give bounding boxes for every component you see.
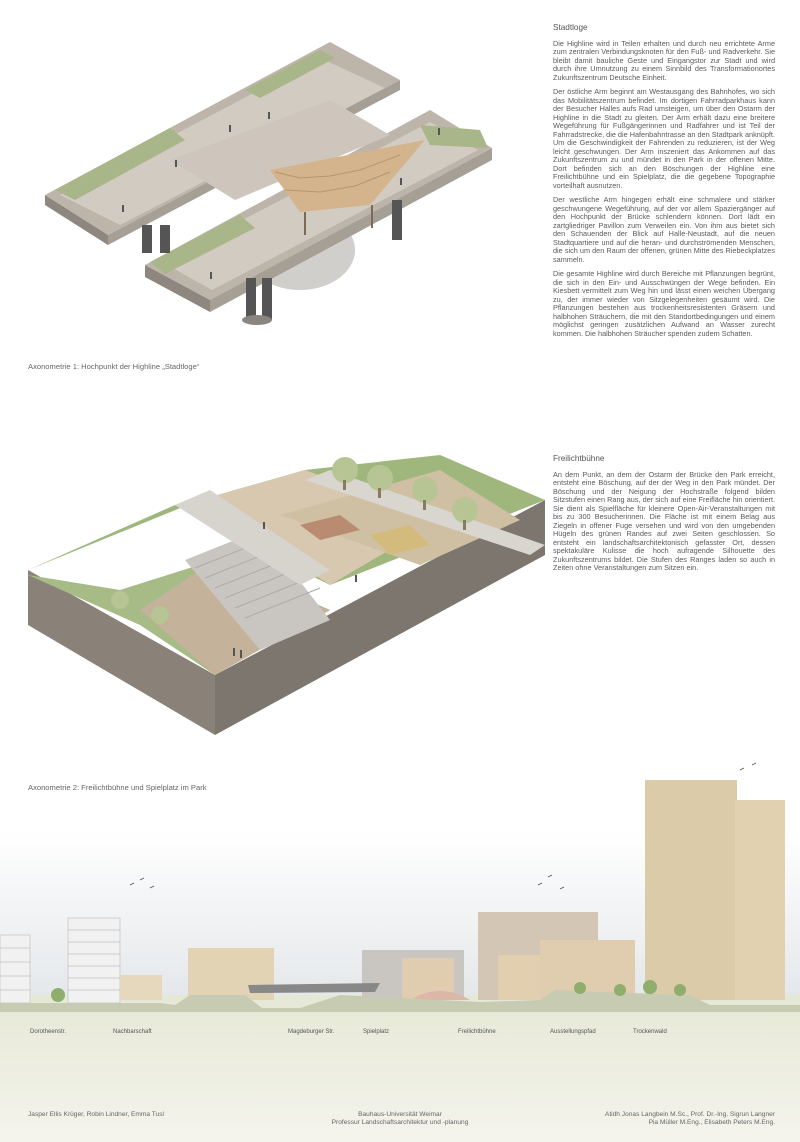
- section-label: Nachbarschaft: [113, 1029, 152, 1035]
- section-label: Trockenwald: [633, 1029, 667, 1035]
- paragraph: Der westliche Arm hingegen erhält eine schmalere und stärker geschwungene Wegeführung, auf der vor allem Spaziergänger auf den Hochpunkt der Brücke schlendern können. Dort lädt ein zartgliedriger Pavillon zum Verweilen ein. Von ihm aus bietet sich den Schauenden der Blick auf Halle-Neustadt, auf die neuen Stadtquartiere und auf die heran- und durchströmenden Menschen, die sich um den Raum der offenen, grünen Mitte des Riebeckplatzes sammeln.: [553, 195, 775, 264]
- footer-supervisors-line: Pia Müller M.Eng., Elisabeth Peters M.Eng.: [648, 1119, 775, 1126]
- section-label: Ausstellungspfad: [550, 1029, 596, 1035]
- footer-authors: Jasper Ellis Krüger, Robin Lindner, Emma Tusl: [28, 1111, 164, 1118]
- section-label: Spielplatz: [363, 1029, 390, 1035]
- footer-supervisors: [545, 1111, 775, 1127]
- footer-supervisors-line: Atidh Jonas Langbein M.Sc., Prof. Dr.-Ing. Sigrun Langner: [604, 1111, 775, 1118]
- heading-stadtloge: Stadtloge: [553, 23, 588, 32]
- text-section-freilichtbuehne: [553, 455, 775, 579]
- paragraph: Die gesamte Highline wird durch Bereiche mit Pflanzungen begrünt, die sich in den Ein- und Ausschwüngen der Wege befinden. Ein Kiesbett vermittelt zum Weg hin und lässt einen weichen Übergang zu, der immer wieder von Sitzgelegenheiten gesäumt wird. Die Pflanzungen bestehen aus trockenheitsresistenten Gräsern und halbhohen Sträuchern, die mit den Standortbedingungen und einem möglichst geringen zusätzlichen Aufwand an Wasser zurecht kommen. Die halbhohen Sträucher spenden zudem Schatten.: [553, 269, 775, 338]
- footer-university: [300, 1111, 500, 1127]
- footer-university-line: Professur Landschaftsarchitektur und -planung: [331, 1119, 469, 1126]
- section-label: Freilichtbühne: [458, 1029, 496, 1035]
- paragraph: Die Highline wird in Teilen erhalten und durch neu errichtete Arme zum zentralen Verbindungsknoten für den Fuß- und Radverkehr. Sie bleibt damit bauliche Geste und Eingangstor zur Stadt und wird durch ihre Umnutzung zu einem Sinnbild des Transformationortes Zukunftszentrum Deutsche Einheit.: [553, 38, 775, 82]
- section-label: Magdeburger Str.: [288, 1029, 335, 1035]
- text-section-stadtloge: [553, 24, 775, 344]
- footer-university-line: Bauhaus-Universität Weimar: [358, 1111, 442, 1118]
- caption-axonometrie-1: Axonometrie 1: Hochpunkt der Highline „Stadtloge“: [28, 362, 200, 371]
- paragraph: An dem Punkt, an dem der Ostarm der Brücke den Park erreicht, entsteht eine Böschung, auf der der Weg in den Park mündet. Der Böschung und der Neigung der Hochstraße folgend bilden Sitzstufen einen Rang aus, der sich auf eine Freifläche hin orientiert. Sie dient als Spielfläche für kleinere Open-Air-Veranstaltungen mit bis zu 300 Besucherinnen. Die Fläche ist mit einem Belag aus Ziegeln in offener Fuge versehen und wird von den umgebenden Hügeln des grünen Randes auf zwei Seiten geschlossen. So entsteht ein landschaftsarchitektonisch gefasster Ort, dessen spektakuläre Kulisse die hoch aufragende Silhouette des Zukunftszentrums bildet. Die Stufen des Ranges laden so auch in Zeiten ohne Veranstaltungen zum Sitzen ein.: [553, 469, 775, 572]
- heading-freilichtbuehne: Freilichtbühne: [553, 454, 605, 463]
- section-label: Dorotheenstr.: [30, 1029, 67, 1035]
- caption-axonometrie-2: Axonometrie 2: Freilichtbühne und Spielplatz im Park: [28, 783, 207, 792]
- paragraph: Der östliche Arm beginnt am Westausgang des Bahnhofes, wo sich das Mobilitätszentrum befindet. Im dortigen Fahrradparkhaus kann der Besucher Halles aufs Rad umsteigen, um über den Ostarm der Highline in die Stadt zu gleiten. Der Arm erhält dazu eine breitere Wegeführung für Fußgängerinnen und Radfahrer und ist Teil der Fahrradstrecke, die die Hafenbahntrasse an den Stadtpark anknüpft. Um die Geschwindigkeit der Fahrenden zu reduzieren, ist der Weg leicht geschwungen. Der Arm inszeniert das Ankommen auf das Zukunftszentrum zu und mündet in den Park in der offenen Mitte. Dort befinden sich an den Böschungen der Highline eine Freilichtbühne und ein Spielplatz, die die gegebene Topographie vorteilhaft ausnutzen.: [553, 87, 775, 190]
